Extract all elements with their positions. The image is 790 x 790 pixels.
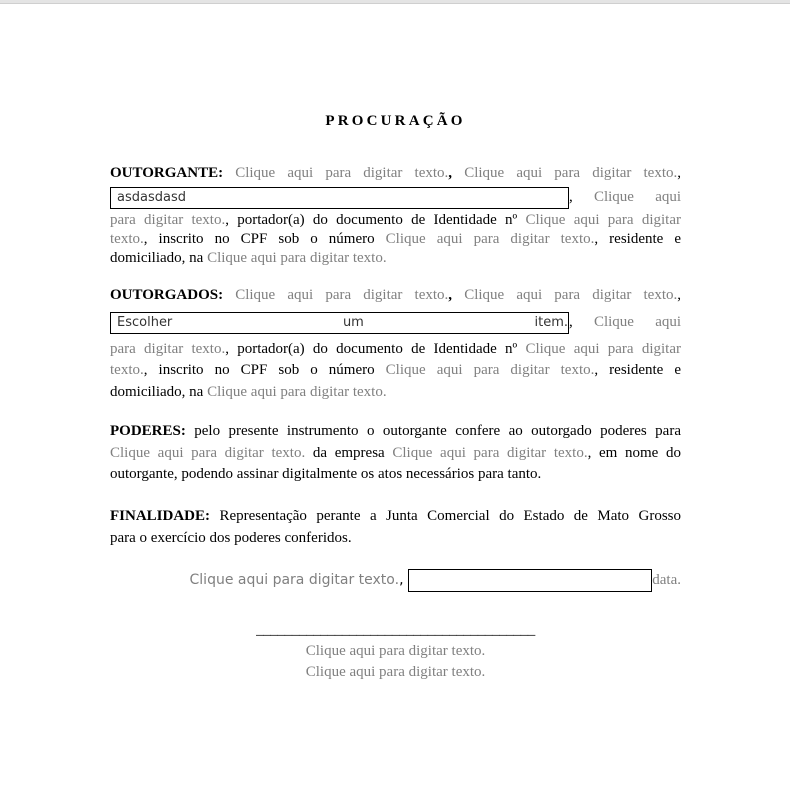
date-line: Clique aqui para digitar texto., data. (110, 568, 681, 594)
date-suffix: data. (652, 572, 681, 588)
outorgados-paragraph: OUTORGADOS: Clique aqui para digitar texto., Clique aqui para digitar texto., Escolher um item., Clique aqui para digitar texto., portador(a) do documento de Identidade nº Clique aqui para digitar texto., inscrito no CPF sob o número Clique aqui para digitar texto., residente e domiciliado, na Clique aqui para digitar texto. (110, 287, 682, 400)
outorgados-nationality-placeholder[interactable]: Clique aqui para digitar texto. (464, 287, 678, 303)
finalidade-paragraph: FINALIDADE: Representação perante a Junta Comercial do Estado de Mato Grosso para o exercício dos poderes conferidos. (110, 508, 682, 546)
outorgante-paragraph: OUTORGANTE: Clique aqui para digitar texto., Clique aqui para digitar texto., asdasdasd , Clique aqui para digitar texto., portador(a) do documento de Identidade nº Clique aqui para digitar texto., inscrito no CPF sob o número Clique aqui para digitar texto., residente e domiciliado, na Clique aqui para digitar texto. (110, 165, 682, 266)
poderes-paragraph: PODERES: pelo presente instrumento o outorgante confere ao outorgado poderes para Clique aqui para digitar texto. da empresa Clique aqui para digitar texto., em nome do outorgante, podendo assinar digitalmente os atos necessários para tanto. (110, 423, 682, 482)
outorgante-nationality-placeholder[interactable]: Clique aqui para digitar texto. (464, 165, 678, 181)
date-field[interactable] (408, 569, 652, 592)
signature-line: _______________________________________ (256, 622, 535, 638)
signature-name-placeholder[interactable]: Clique aqui para digitar texto. (305, 643, 486, 659)
window-top-bar (0, 0, 790, 4)
poderes-purpose-placeholder[interactable]: Clique aqui para digitar texto. (110, 444, 306, 461)
outorgante-name-placeholder[interactable]: Clique aqui para digitar texto. (235, 165, 449, 181)
poderes-company-placeholder[interactable]: Clique aqui para digitar texto. (392, 444, 588, 461)
outorgante-text-field[interactable]: asdasdasd (110, 187, 569, 209)
outorgante-address-placeholder[interactable]: Clique aqui para digitar texto. (207, 250, 387, 266)
outorgados-name-placeholder[interactable]: Clique aqui para digitar texto. (235, 287, 449, 303)
document-title: PROCURAÇÃO (325, 113, 466, 129)
poderes-label: PODERES: (110, 423, 186, 439)
outorgados-dropdown[interactable]: Escolher um item. (110, 312, 569, 334)
outorgados-cpf-placeholder[interactable]: Clique aqui para digitar texto. (385, 362, 595, 378)
signature-doc-placeholder[interactable]: Clique aqui para digitar texto. (305, 664, 486, 680)
outorgante-cpf-placeholder[interactable]: Clique aqui para digitar texto. (385, 231, 595, 247)
city-placeholder[interactable]: Clique aqui para digitar texto. (189, 572, 400, 588)
outorgados-label: OUTORGADOS: (110, 287, 224, 303)
outorgante-label: OUTORGANTE: (110, 165, 224, 181)
finalidade-label: FINALIDADE: (110, 508, 211, 524)
outorgados-address-placeholder[interactable]: Clique aqui para digitar texto. (207, 384, 387, 400)
